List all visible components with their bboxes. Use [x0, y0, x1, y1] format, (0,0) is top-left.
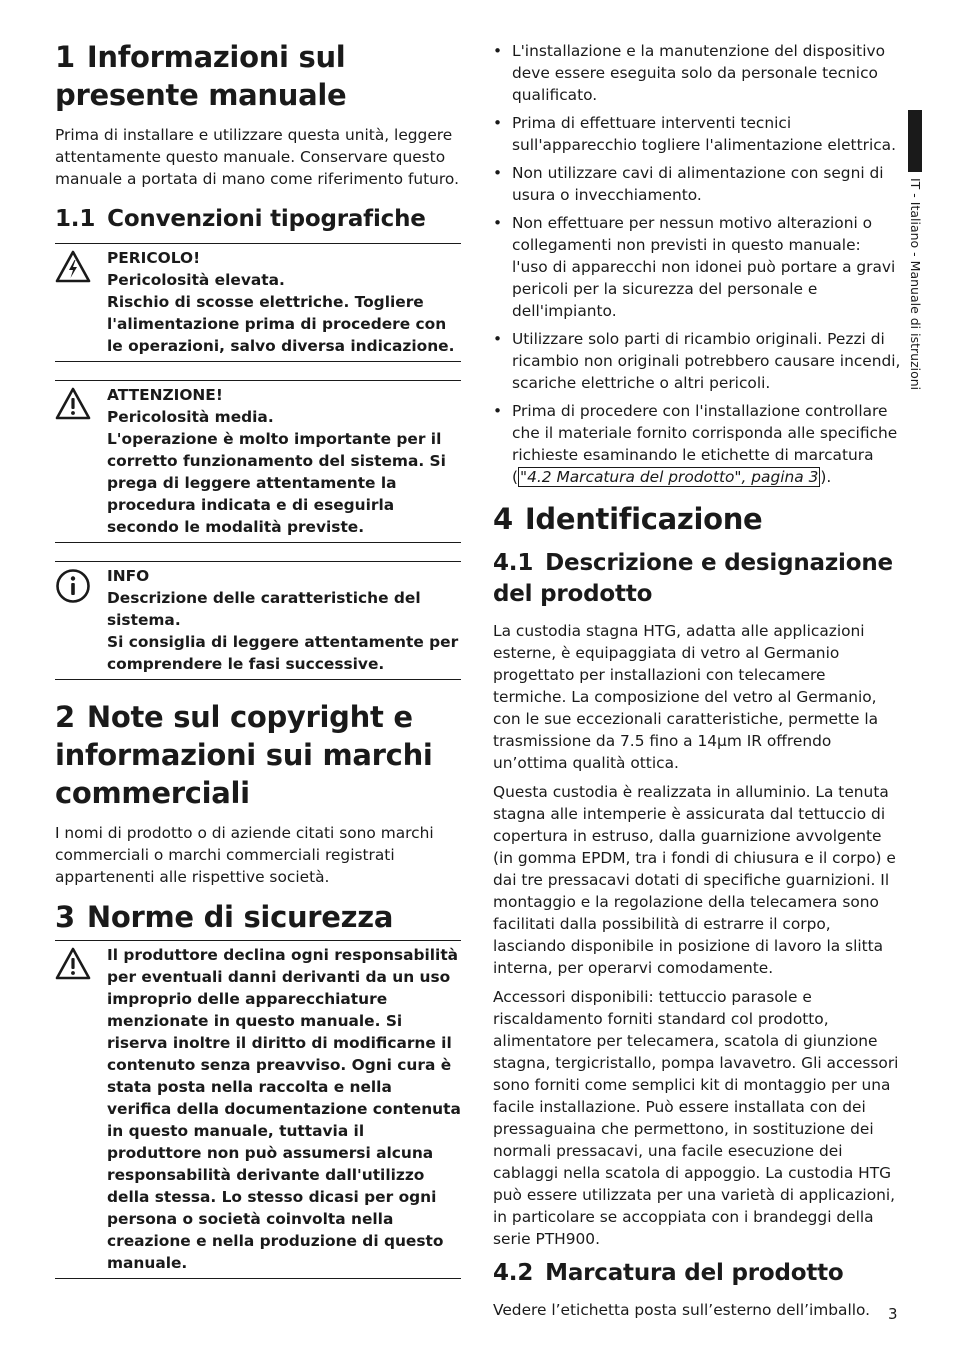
warning-notice	[55, 380, 461, 543]
safety-bullets	[493, 40, 901, 488]
warning-text: L'operazione è molto importante per il corretto funzionamento del sistema. Si prega di leggere attentamente la procedura indicata e di eseguirla secondo le modalità previste.	[107, 430, 446, 536]
section-4-1-paragraph-1: La custodia stagna HTG, adatta alle applicazioni esterne, è equipaggiata di vetro al Germanio progettato per installazioni con telecamere termiche. La composizione del vetro al Germanio, con le sue eccezionali caratteristiche, permette la trasmissione da 7.5 fino a 14µm IR offrendo un’ottima qualità ottica.	[493, 622, 879, 772]
safety-notice-text: Il produttore declina ogni responsabilità per eventuali danni derivanti da un uso improprio delle apparecchiature menzionate in questo manuale. Si riserva inoltre il diritto di modificarne il contenuto senza preavviso. Ogni cura è stata posta nella raccolta e nella verifica della documentazione contenuta in questo manuale, tuttavia il produttore non può assumersi alcuna responsabilità derivante dall'utilizzo della stessa. Lo stesso dicasi per ogni persona o società coinvolta nella creazione e nella produzione di questo manuale.	[107, 946, 461, 1272]
info-title: INFO	[107, 567, 150, 585]
sidebar-language-label: IT - Italiano - Manuale di istruzioni	[908, 178, 923, 391]
danger-title: PERICOLO!	[107, 249, 201, 267]
section-4-1-paragraph-2: Questa custodia è realizzata in alluminio. La tenuta stagna alle intemperie è assicurata dal tettuccio di copertura in estruso, dalla guarnizione avvolgente (in gomma EPDM, tra i fondi di chiusura e il corpo) e dai tre pressacavi dotati di specifiche guarnizioni. Il montaggio e la regolazione della telecamera sono facilitati dalla possibilità di estrarre il corpo, lasciando disponibile in posizione di lavoro la slitta interna, per operarvi comodamente.	[493, 783, 896, 977]
section-4-2-heading: 4.2 Marcatura del prodotto	[493, 1260, 844, 1286]
danger-level: Pericolosità elevata.	[107, 271, 285, 289]
section-2-heading: 2 Note sul copyright e informazioni sui marchi commerciali	[55, 700, 433, 810]
list-item: • Non utilizzare cavi di alimentazione con segni di usura o invecchiamento.	[493, 162, 901, 206]
warning-level: Pericolosità media.	[107, 408, 274, 426]
warning-icon	[55, 947, 91, 983]
section-2-body: I nomi di prodotto o di aziende citati sono marchi commerciali o marchi commerciali registrati appartenenti alle rispettive società.	[55, 824, 434, 886]
list-item: • Utilizzare solo parti di ricambio originali. Pezzi di ricambio non originali potrebbero causare incendi, scariche elettriche o altri pericoli.	[493, 328, 901, 394]
info-icon	[55, 568, 91, 604]
section-4-1-paragraph-3: Accessori disponibili: tettuccio parasole e riscaldamento forniti standard col prodotto, alimentatore per telecamera, scatola di giunzione stagna, tergicristallo, pompa lavavetro. Gli accessori sono forniti come semplici kit di montaggio per una facile installazione. Può essere installata con dei pressaguaina che permettono, in sostituzione dei normali pressacavi, una facile esecuzione dei cablaggi nella scatola di appoggio. La custodia HTG può essere utilizzata per una varietà di applicazioni, in particolare se accoppiata con i brandeggi della serie PTH900.	[493, 988, 899, 1248]
section-4-2-body: Vedere l’etichetta posta sull’esterno dell’imballo.	[493, 1301, 871, 1319]
sidebar-tab-marker	[908, 110, 922, 172]
electric-hazard-icon	[55, 250, 91, 286]
danger-notice	[55, 243, 461, 362]
list-item: • Non effettuare per nessun motivo alterazioni o collegamenti non previsti in questo manuale: l'uso di apparecchi non idonei può portare a gravi pericoli per la sicurezza del personale e dell'impianto.	[493, 212, 901, 322]
danger-text: Rischio di scosse elettriche. Togliere l'alimentazione prima di procedere con le operazioni, salvo diversa indicazione.	[107, 293, 455, 355]
section-1-intro: Prima di installare e utilizzare questa unità, leggere attentamente questo manuale. Conservare questo manuale a portata di mano come riferimento futuro.	[55, 126, 459, 188]
section-4-heading: 4 Identificazione	[493, 502, 763, 536]
left-column	[55, 38, 461, 1297]
info-notice	[55, 561, 461, 680]
right-column	[493, 40, 901, 1328]
section-4-1-heading: 4.1 Descrizione e designazione del prodotto	[493, 550, 893, 607]
warning-title: ATTENZIONE!	[107, 386, 223, 404]
list-item: • Prima di effettuare interventi tecnici sull'apparecchio togliere l'alimentazione elettrica.	[493, 112, 901, 156]
safety-notice	[55, 940, 461, 1279]
cross-reference-link[interactable]: "4.2 Marcatura del prodotto", pagina 3	[520, 468, 819, 486]
section-1-1-heading: 1.1 Convenzioni tipografiche	[55, 206, 426, 232]
warning-icon	[55, 387, 91, 423]
list-item: • L'installazione e la manutenzione del dispositivo deve essere eseguita solo da personale tecnico qualificato.	[493, 40, 901, 106]
list-item: • Prima di procedere con l'installazione controllare che il materiale fornito corrisponda alle specifiche richieste esaminando le etichette di marcatura ( "4.2 Marcatura del prodotto", pagina 3 ).	[493, 400, 901, 488]
info-text: Si consiglia di leggere attentamente per comprendere le fasi successive.	[107, 633, 459, 673]
info-desc: Descrizione delle caratteristiche del sistema.	[107, 589, 421, 629]
section-1-heading: 1 Informazioni sul presente manuale	[55, 40, 347, 112]
page-number: 3	[888, 1305, 898, 1323]
section-3-heading: 3 Norme di sicurezza	[55, 900, 394, 934]
